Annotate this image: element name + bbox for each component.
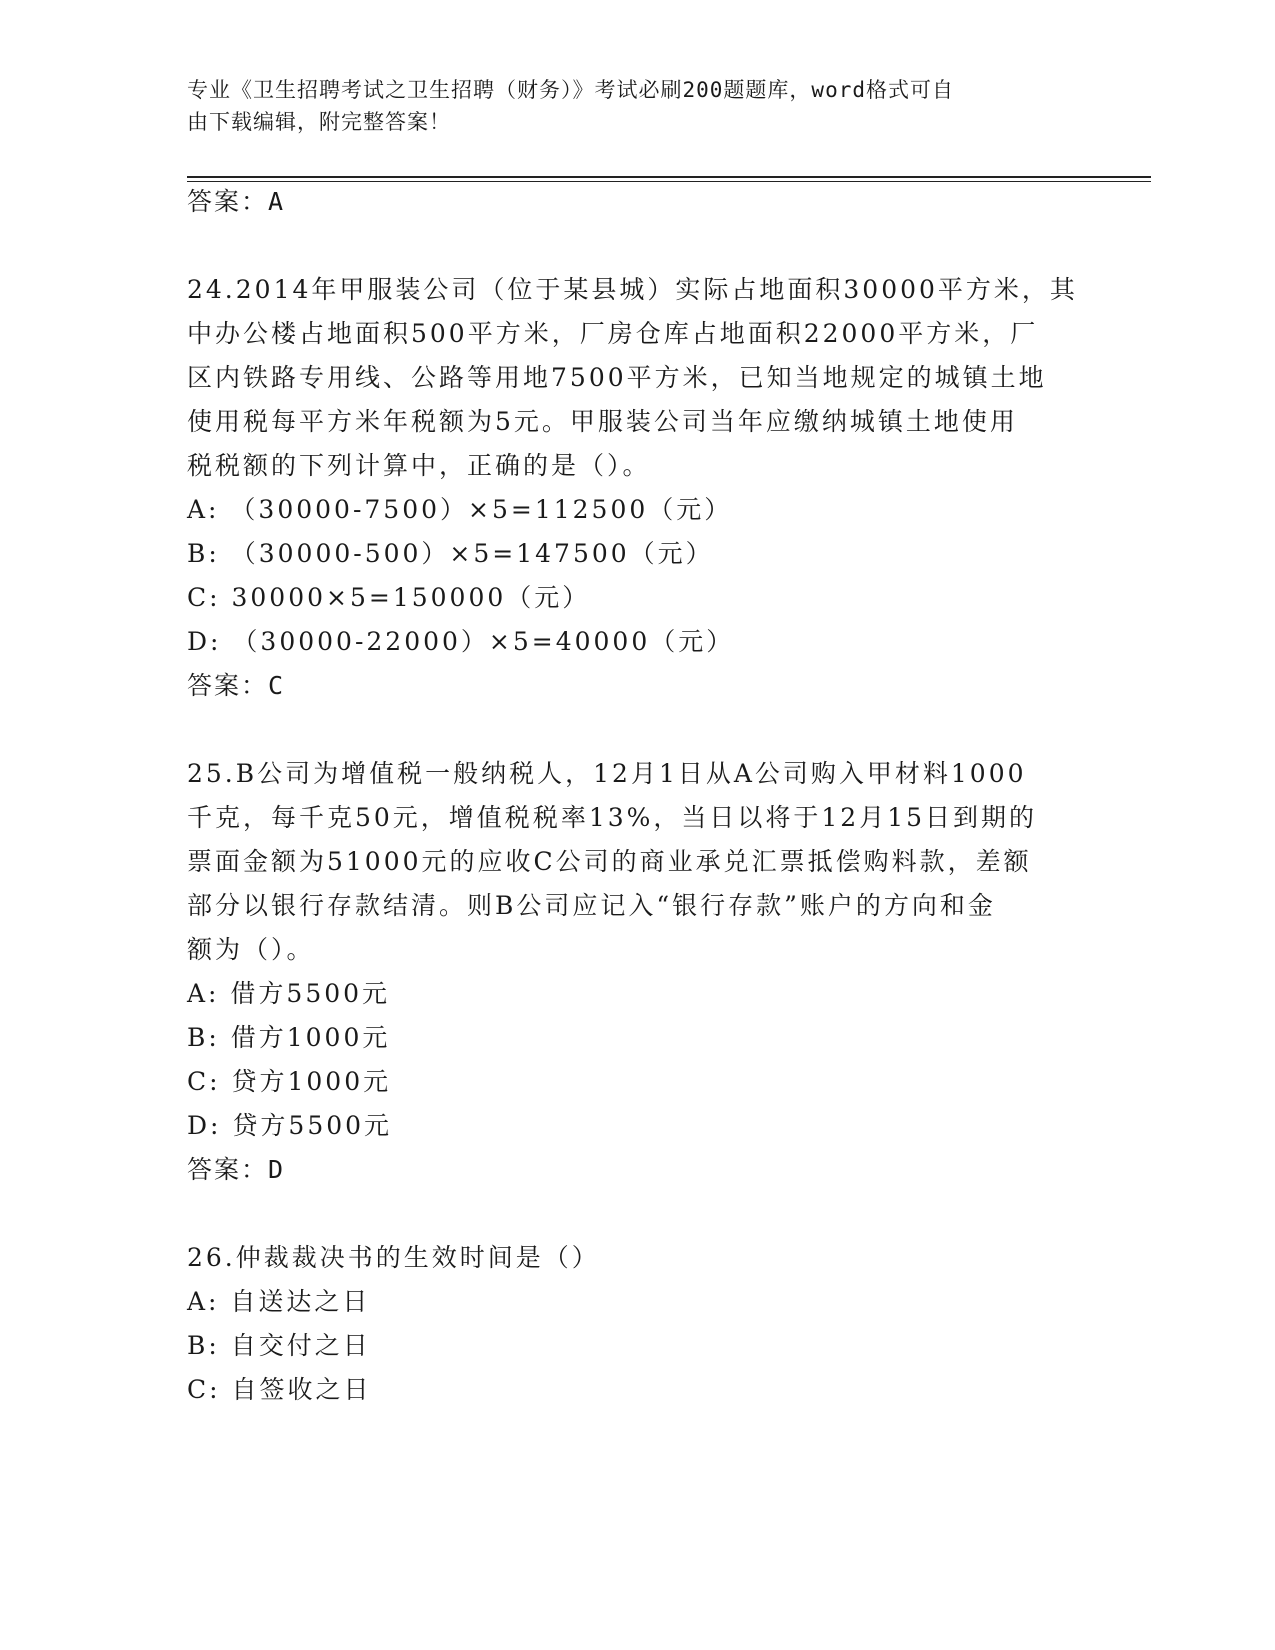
q25-text-line: 千克，每千克50元，增值税税率13%，当日以将于12月15日到期的 <box>187 803 1038 832</box>
q24-answer: 答案：C <box>187 671 286 700</box>
previous-answer: 答案：A <box>187 187 286 216</box>
q25-answer: 答案：D <box>187 1155 286 1184</box>
header-line-2: 由下载编辑，附完整答案！ <box>187 110 451 134</box>
q25-option-d: D: 贷方5500元 <box>187 1111 393 1140</box>
q24-option-c: C: 30000×5=150000（元） <box>187 583 591 612</box>
q24-text-line: 税税额的下列计算中，正确的是（）。 <box>187 451 651 480</box>
header-divider-thick <box>187 176 1151 178</box>
q25-text-line: 额为（）。 <box>187 935 315 964</box>
header-line-1: 专业《卫生招聘考试之卫生招聘（财务）》考试必刷200题题库，word格式可自 <box>187 78 954 102</box>
header-divider-thin <box>187 181 1151 182</box>
q26-option-a: A: 自送达之日 <box>187 1287 371 1316</box>
q25-option-c: C: 贷方1000元 <box>187 1067 392 1096</box>
q24-text-line: 24.2014年甲服装公司（位于某县城）实际占地面积30000平方米，其 <box>187 275 1078 304</box>
q24-option-a: A: （30000-7500）×5=112500（元） <box>187 495 733 524</box>
q24-text-line: 使用税每平方米年税额为5元。甲服装公司当年应缴纳城镇土地使用 <box>187 407 1018 436</box>
q25-text-line: 票面金额为51000元的应收C公司的商业承兑汇票抵偿购料款，差额 <box>187 847 1032 876</box>
q26-option-b: B: 自交付之日 <box>187 1331 371 1360</box>
document-header <box>187 74 1067 138</box>
q25-text-line: 部分以银行存款结清。则B公司应记入“银行存款”账户的方向和金 <box>187 891 996 920</box>
q24-option-b: B: （30000-500）×5=147500（元） <box>187 539 714 568</box>
q24-option-d: D: （30000-22000）×5=40000（元） <box>187 627 735 656</box>
q24-text-line: 中办公楼占地面积500平方米，厂房仓库占地面积22000平方米，厂 <box>187 319 1039 348</box>
q25-option-b: B: 借方1000元 <box>187 1023 391 1052</box>
q25-option-a: A: 借方5500元 <box>187 979 391 1008</box>
q26-option-c: C: 自签收之日 <box>187 1375 372 1404</box>
q26-text-line: 26.仲裁裁决书的生效时间是（） <box>187 1243 600 1272</box>
q25-text-line: 25.B公司为增值税一般纳税人，12月1日从A公司购入甲材料1000 <box>187 759 1027 788</box>
q24-text-line: 区内铁路专用线、公路等用地7500平方米，已知当地规定的城镇土地 <box>187 363 1047 392</box>
